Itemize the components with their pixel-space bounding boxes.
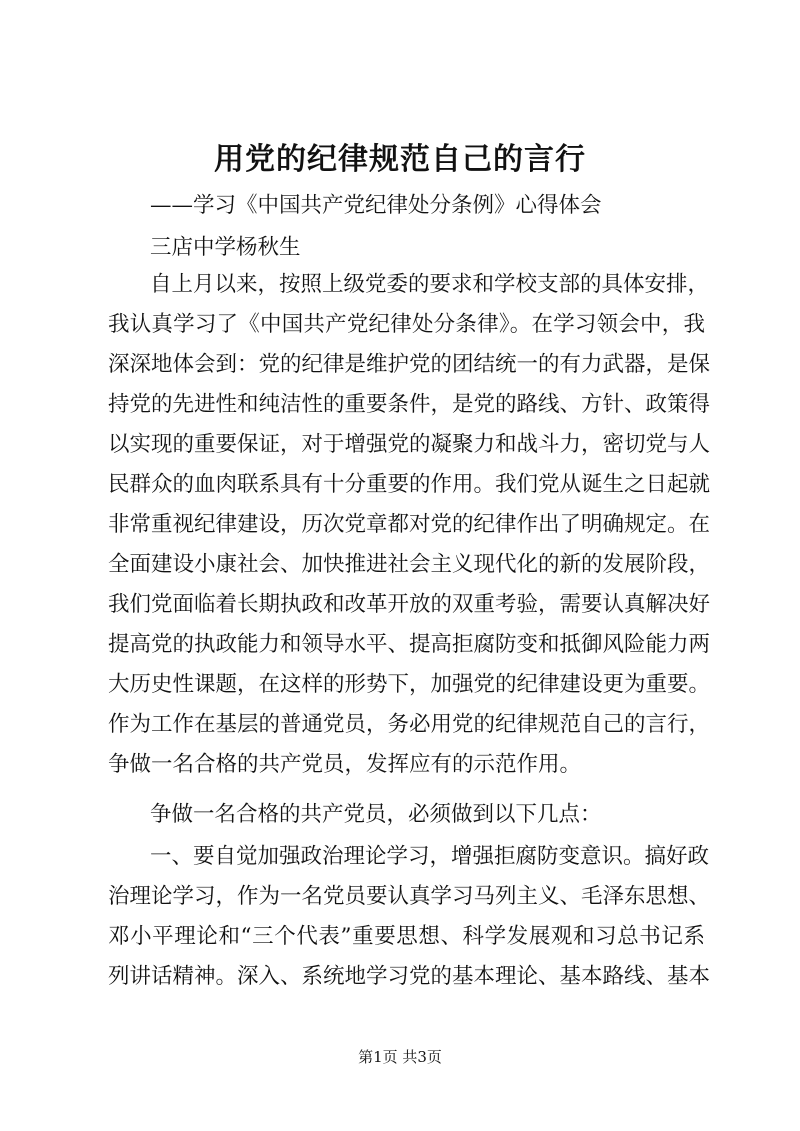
- author-line: 三店中学杨秋生: [150, 235, 301, 260]
- body-line: 列讲话精神。深入、系统地学习党的基本理论、基本路线、基本: [108, 964, 711, 989]
- document-subtitle: ——学习《中国共产党纪律处分条例》心得体会: [150, 193, 602, 218]
- body-line: 一、要自觉加强政治理论学习，增强拒腐防变意识。搞好政: [150, 844, 710, 869]
- body-line: 深深地体会到：党的纪律是维护党的团结统一的有力武器，是保: [108, 352, 711, 377]
- body-line: 争做一名合格的共产党员，发挥应有的示范作用。: [108, 752, 582, 777]
- body-line: 作为工作在基层的普通党员，务必用党的纪律规范自己的言行，: [108, 712, 711, 737]
- body-line: 我们党面临着长期执政和改革开放的双重考验，需要认真解决好: [108, 592, 711, 617]
- body-line: 大历史性课题，在这样的形势下，加强党的纪律建设更为重要。: [108, 672, 711, 697]
- body-line: 提高党的执政能力和领导水平、提高拒腐防变和抵御风险能力两: [108, 632, 711, 657]
- body-line: 我认真学习了《中国共产党纪律处分条律》。在学习领会中，我: [108, 312, 705, 337]
- body-line: 争做一名合格的共产党员，必须做到以下几点：: [150, 802, 602, 827]
- body-line: 持党的先进性和纯洁性的重要条件，是党的路线、方针、政策得: [108, 392, 711, 417]
- body-line: 全面建设小康社会、加快推进社会主义现代化的新的发展阶段，: [108, 552, 711, 577]
- document-title: 用党的纪律规范自己的言行: [214, 142, 586, 177]
- body-line: 自上月以来，按照上级党委的要求和学校支部的具体安排，: [150, 272, 710, 297]
- body-line: 治理论学习，作为一名党员要认真学习马列主义、毛泽东思想、: [108, 884, 711, 909]
- body-line: 邓小平理论和“三个代表”重要思想、科学发展观和习总书记系: [108, 924, 705, 949]
- body-line: 民群众的血肉联系具有十分重要的作用。我们党从诞生之日起就: [108, 472, 711, 497]
- body-line: 非常重视纪律建设，历次党章都对党的纪律作出了明确规定。在: [108, 512, 711, 537]
- page-footer: 第1页 共3页: [358, 1048, 442, 1066]
- body-line: 以实现的重要保证，对于增强党的凝聚力和战斗力，密切党与人: [108, 432, 711, 457]
